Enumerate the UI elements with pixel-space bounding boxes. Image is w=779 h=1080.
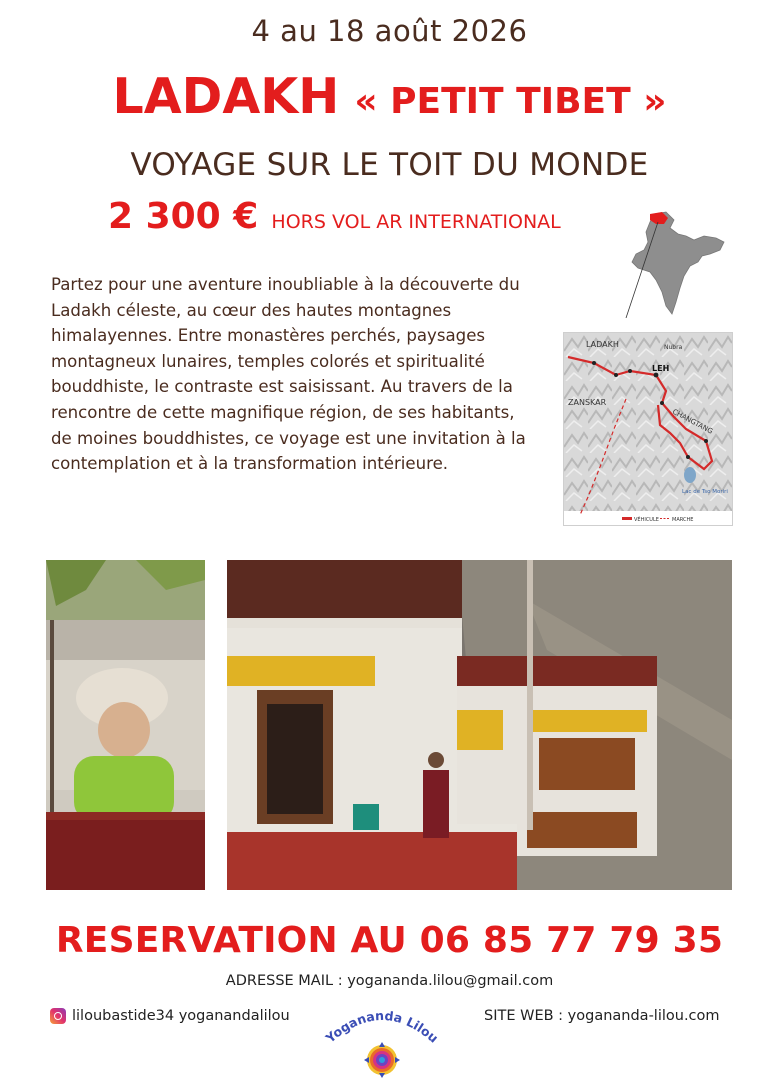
map-label-zanskar: ZANSKAR xyxy=(568,398,607,407)
dates: 4 au 18 août 2026 xyxy=(251,14,528,48)
map-label-ladakh: LADAKH xyxy=(586,340,619,349)
subtitle: VOYAGE SUR LE TOIT DU MONDE xyxy=(130,147,649,183)
description-text: Partez pour une aventure inoubliable à la découverte du Ladakh céleste, au cœur des hautes montagnes himalayennes. Entre monastères perchés, paysages montagneux lunaires, temples colorés et spiritualité bouddhiste, le contraste est saisissant. Au travers de la rencontre de cette magnifique région, de ses habitants, de moines bouddhistes, ce voyage est une invitation à la contemplation et à la transformation intérieure. xyxy=(51,275,526,474)
map-legend-walk: MARCHE xyxy=(672,517,694,523)
photo-child xyxy=(46,560,205,890)
map-label-leh: LEH xyxy=(652,364,670,373)
india-map-graphic xyxy=(620,206,732,318)
instagram-handle[interactable]: liloubastide34 yoganandalilou xyxy=(72,1008,290,1024)
ladakh-map-graphic xyxy=(564,333,733,526)
price-note: HORS VOL AR INTERNATIONAL xyxy=(271,211,561,233)
yogananda-lilou-logo xyxy=(322,1000,442,1078)
reservation-phone: RESERVATION AU 06 85 77 79 35 xyxy=(55,920,724,961)
map-label-nubra: Nubra xyxy=(664,344,683,351)
india-locator-map xyxy=(620,206,732,318)
title xyxy=(0,68,779,125)
email-link[interactable]: yogananda.lilou@gmail.com xyxy=(347,973,554,989)
child-photo-graphic xyxy=(46,560,205,890)
mandala-icon xyxy=(364,1042,400,1078)
svg-text:Yogananda Lilou xyxy=(322,1008,441,1046)
title-main: LADAKH xyxy=(112,68,340,125)
instagram-row xyxy=(50,1008,290,1024)
logo-graphic xyxy=(322,1000,442,1078)
photo-monastery xyxy=(227,560,732,890)
email-label: ADRESSE MAIL : xyxy=(225,973,343,989)
price-row xyxy=(108,196,561,237)
website-label: SITE WEB : xyxy=(484,1008,564,1024)
website-row xyxy=(484,1008,720,1024)
map-label-changtang: CHANGTANG xyxy=(671,407,715,436)
email-row xyxy=(0,973,779,989)
website-link[interactable]: yogananda-lilou.com xyxy=(567,1008,720,1024)
instagram-icon xyxy=(50,1008,66,1024)
ladakh-route-map xyxy=(563,332,733,526)
map-label-lake: Lac de Tso Moriri xyxy=(682,489,728,495)
price: 2 300 € xyxy=(108,196,259,237)
title-sub: « PETIT TIBET » xyxy=(354,81,667,122)
map-legend-vehicle: VÉHICULE xyxy=(634,517,659,523)
monastery-photo-graphic xyxy=(227,560,732,890)
logo-text: Yogananda Lilou xyxy=(322,1007,442,1046)
